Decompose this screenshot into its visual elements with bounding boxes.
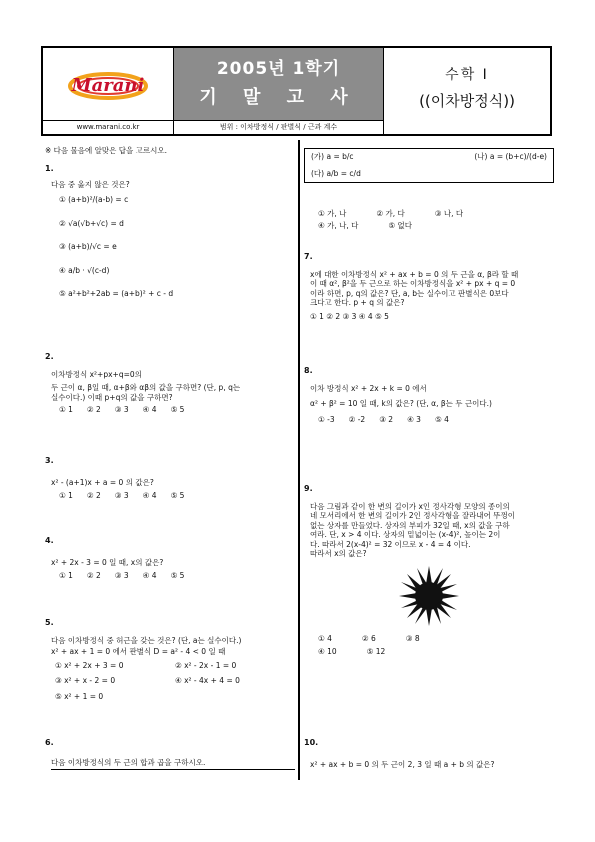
question-3 <box>45 456 295 501</box>
question-line: 없는 상자를 만들었다. 상자의 부피가 32일 때, x의 값을 구하 <box>310 520 510 530</box>
question-7 <box>304 252 554 321</box>
question-number: 7. <box>304 252 313 261</box>
choice-2[interactable]: ② 2 <box>86 405 101 415</box>
question-line: 이 때 α², β²을 두 근으로 하는 이차방정식을 x² + px + q = 0 <box>310 279 516 289</box>
question-line: 이라 하면, p, q의 값은? 단, a, b는 실수이고 판별식은 0보다 <box>310 288 509 298</box>
right-column <box>304 140 554 812</box>
question-6 <box>45 738 295 770</box>
svg-text:Marani: Marani <box>71 75 145 96</box>
question-number: 8. <box>304 366 313 375</box>
choice-5[interactable]: ⑤ 4 <box>434 414 449 424</box>
option-1[interactable]: ① x² + 2x + 3 = 0 <box>55 660 124 670</box>
option-2[interactable]: ② √a(√b+√c) = d <box>59 218 124 228</box>
ink-splat-figure <box>397 564 461 628</box>
statement-ga: (가) a = b/c <box>311 152 354 161</box>
choice-1[interactable]: ① 가, 나 <box>318 209 347 218</box>
choice-1[interactable]: ① -3 <box>318 414 335 424</box>
question-number: 2. <box>45 352 54 361</box>
subject-unit: ((이차방정식)) <box>419 92 515 110</box>
question-4 <box>45 536 295 581</box>
subject-name: 수학 I <box>445 67 489 83</box>
exam-term: 2005년 1학기 <box>216 59 341 79</box>
choice-4[interactable]: ④ 10 <box>318 646 337 656</box>
left-column <box>45 140 295 812</box>
choice-1[interactable]: ① 1 <box>59 491 73 501</box>
choice-3[interactable]: ③ 3 <box>114 405 129 415</box>
option-2[interactable]: ② x² - 2x - 1 = 0 <box>175 660 237 670</box>
answer-choices-row1 <box>318 634 554 643</box>
choice-4[interactable]: ④ 4 <box>142 571 157 581</box>
option-4[interactable]: ④ a/b · √(c-d) <box>59 265 110 275</box>
exam-title: 기 말 고 사 <box>199 87 358 108</box>
choice-1[interactable]: ① 4 <box>318 634 332 644</box>
intro-text: ※ 다음 물음에 알맞은 답을 고르시오. <box>45 146 168 155</box>
option-3[interactable]: ③ (a+b)/√c = e <box>59 242 117 252</box>
question-number: 4. <box>45 536 54 545</box>
question-8 <box>304 366 554 424</box>
choice-5[interactable]: ⑤ 없다 <box>388 221 412 231</box>
question-line: α² + β² = 10 일 때, k의 값은? (단, α, β는 두 근이다.) <box>310 399 492 409</box>
choice-1[interactable]: ① 1 <box>59 571 73 581</box>
answer-choices <box>59 405 295 414</box>
choice-3[interactable]: ③ 나, 다 <box>434 209 464 218</box>
choice-4[interactable]: ④ 4 <box>142 405 157 415</box>
column-divider <box>298 140 300 780</box>
question-line: 다. 따라서 2(x-4)² = 32 이므로 x - 4 = 4 이다. <box>310 539 471 549</box>
question-stem: x² - (a+1)x + a = 0 의 값은? <box>51 478 154 487</box>
statement-choices <box>304 206 554 231</box>
question-2 <box>45 352 295 415</box>
choice-2[interactable]: ② 가, 다 <box>376 209 405 218</box>
choice-4[interactable]: ④ 3 <box>407 414 421 424</box>
question-stem: 다음 이차방정식의 두 근의 합과 곱을 구하시오. <box>51 758 295 770</box>
answer-choices <box>59 571 295 580</box>
question-stem: 이차방정식 x²+px+q=0의 <box>51 370 142 379</box>
question-line: 여라. 단, x > 4 이다. 상자의 밑넓이는 (x-4)², 높이는 2이 <box>310 530 501 540</box>
exam-title-block <box>174 48 384 120</box>
question-stem: 다음 이차방정식 중 허근을 갖는 것은? (단, a는 실수이다.) <box>51 636 242 645</box>
question-stem: x² + 2x - 3 = 0 일 때, x의 값은? <box>51 558 164 567</box>
option-1[interactable]: ① (a+b)²/(a-b) = c <box>59 195 129 205</box>
question-number: 1. <box>45 164 54 173</box>
choice-3[interactable]: ③ 8 <box>405 634 420 644</box>
question-number: 6. <box>45 738 54 747</box>
logo <box>43 48 174 120</box>
answer-choices-row2 <box>318 647 554 656</box>
question-line: x² + ax + 1 = 0 에서 판별식 D = a² - 4 < 0 일 때 <box>51 647 226 657</box>
question-10 <box>304 738 554 769</box>
choice-2[interactable]: ② 2 <box>86 491 101 501</box>
question-line: 두 근이 α, β일 때, α+β와 αβ의 값을 구하면? (단, p, q는 <box>51 383 241 393</box>
question-9 <box>304 484 554 656</box>
choice-3[interactable]: ③ 2 <box>379 414 394 424</box>
option-3[interactable]: ③ x² + x - 2 = 0 <box>55 676 116 686</box>
option-4[interactable]: ④ x² - 4x + 4 = 0 <box>175 676 240 686</box>
exam-scope: 범위 : 이차방정식 / 판별식 / 근과 계수 <box>174 120 384 134</box>
option-5[interactable]: ⑤ a²+b²+2ab = (a+b)² + c - d <box>59 288 174 298</box>
choice-2[interactable]: ② -2 <box>348 414 366 424</box>
choice-4[interactable]: ④ 가, 나, 다 <box>318 221 359 231</box>
choice-3[interactable]: ③ 3 <box>114 571 129 581</box>
subject-block <box>384 48 550 134</box>
question-stem: 다음 중 옳지 않은 것은? <box>51 180 130 189</box>
question-line: 실수이다.) 이때 p+q의 값을 구하면? <box>51 392 173 402</box>
question-number: 3. <box>45 456 54 465</box>
statement-na: (나) a = (b+c)/(d-e) <box>474 152 547 161</box>
choice-2[interactable]: ② 2 <box>86 571 101 581</box>
answer-choices <box>59 491 295 500</box>
choice-3[interactable]: ③ 3 <box>114 491 129 501</box>
header-box <box>41 46 552 136</box>
logo-swoosh-icon <box>65 64 151 104</box>
question-number: 10. <box>304 738 319 747</box>
question-line: x² + ax + b = 0 의 두 근이 2, 3 일 때 a + b 의 값은? <box>310 760 495 769</box>
question-line: 다음 그림과 같이 한 변의 길이가 x인 정사각형 모양의 종이의 <box>310 502 510 511</box>
question-line: 따라서 x의 값은? <box>310 548 367 558</box>
choice-5[interactable]: ⑤ 5 <box>170 491 185 501</box>
choice-5[interactable]: ⑤ 5 <box>170 571 185 581</box>
choice-1[interactable]: ① 1 <box>59 405 73 415</box>
answer-choices <box>318 415 554 424</box>
question-line: 이차 방정식 x² + 2x + k = 0 에서 <box>310 384 427 393</box>
choice-2[interactable]: ② 6 <box>361 634 376 644</box>
choice-5[interactable]: ⑤ 5 <box>170 405 185 415</box>
option-5[interactable]: ⑤ x² + 1 = 0 <box>55 691 104 701</box>
statement-box <box>304 148 554 183</box>
question-1 <box>45 164 295 298</box>
question-number: 9. <box>304 484 313 493</box>
question-line: x에 대한 이차방정식 x² + ax + b = 0 의 두 근을 α, β라 할 때 <box>310 270 519 279</box>
statement-da: (다) a/b = c/d <box>311 169 361 179</box>
choice-4[interactable]: ④ 4 <box>142 491 157 501</box>
option-grid <box>55 661 295 701</box>
choice-5[interactable]: ⑤ 12 <box>366 646 386 656</box>
question-number: 5. <box>45 618 54 627</box>
site-url: www.marani.co.kr <box>43 120 174 134</box>
question-line: 크다고 한다. p + q 의 값은? <box>310 298 405 308</box>
question-5 <box>45 618 295 701</box>
answer-choices[interactable]: ① 1 ② 2 ③ 3 ④ 4 ⑤ 5 <box>310 311 389 321</box>
question-line: 네 모서리에서 한 변의 길이가 2인 정사각형을 잘라내어 뚜껑이 <box>310 511 515 521</box>
